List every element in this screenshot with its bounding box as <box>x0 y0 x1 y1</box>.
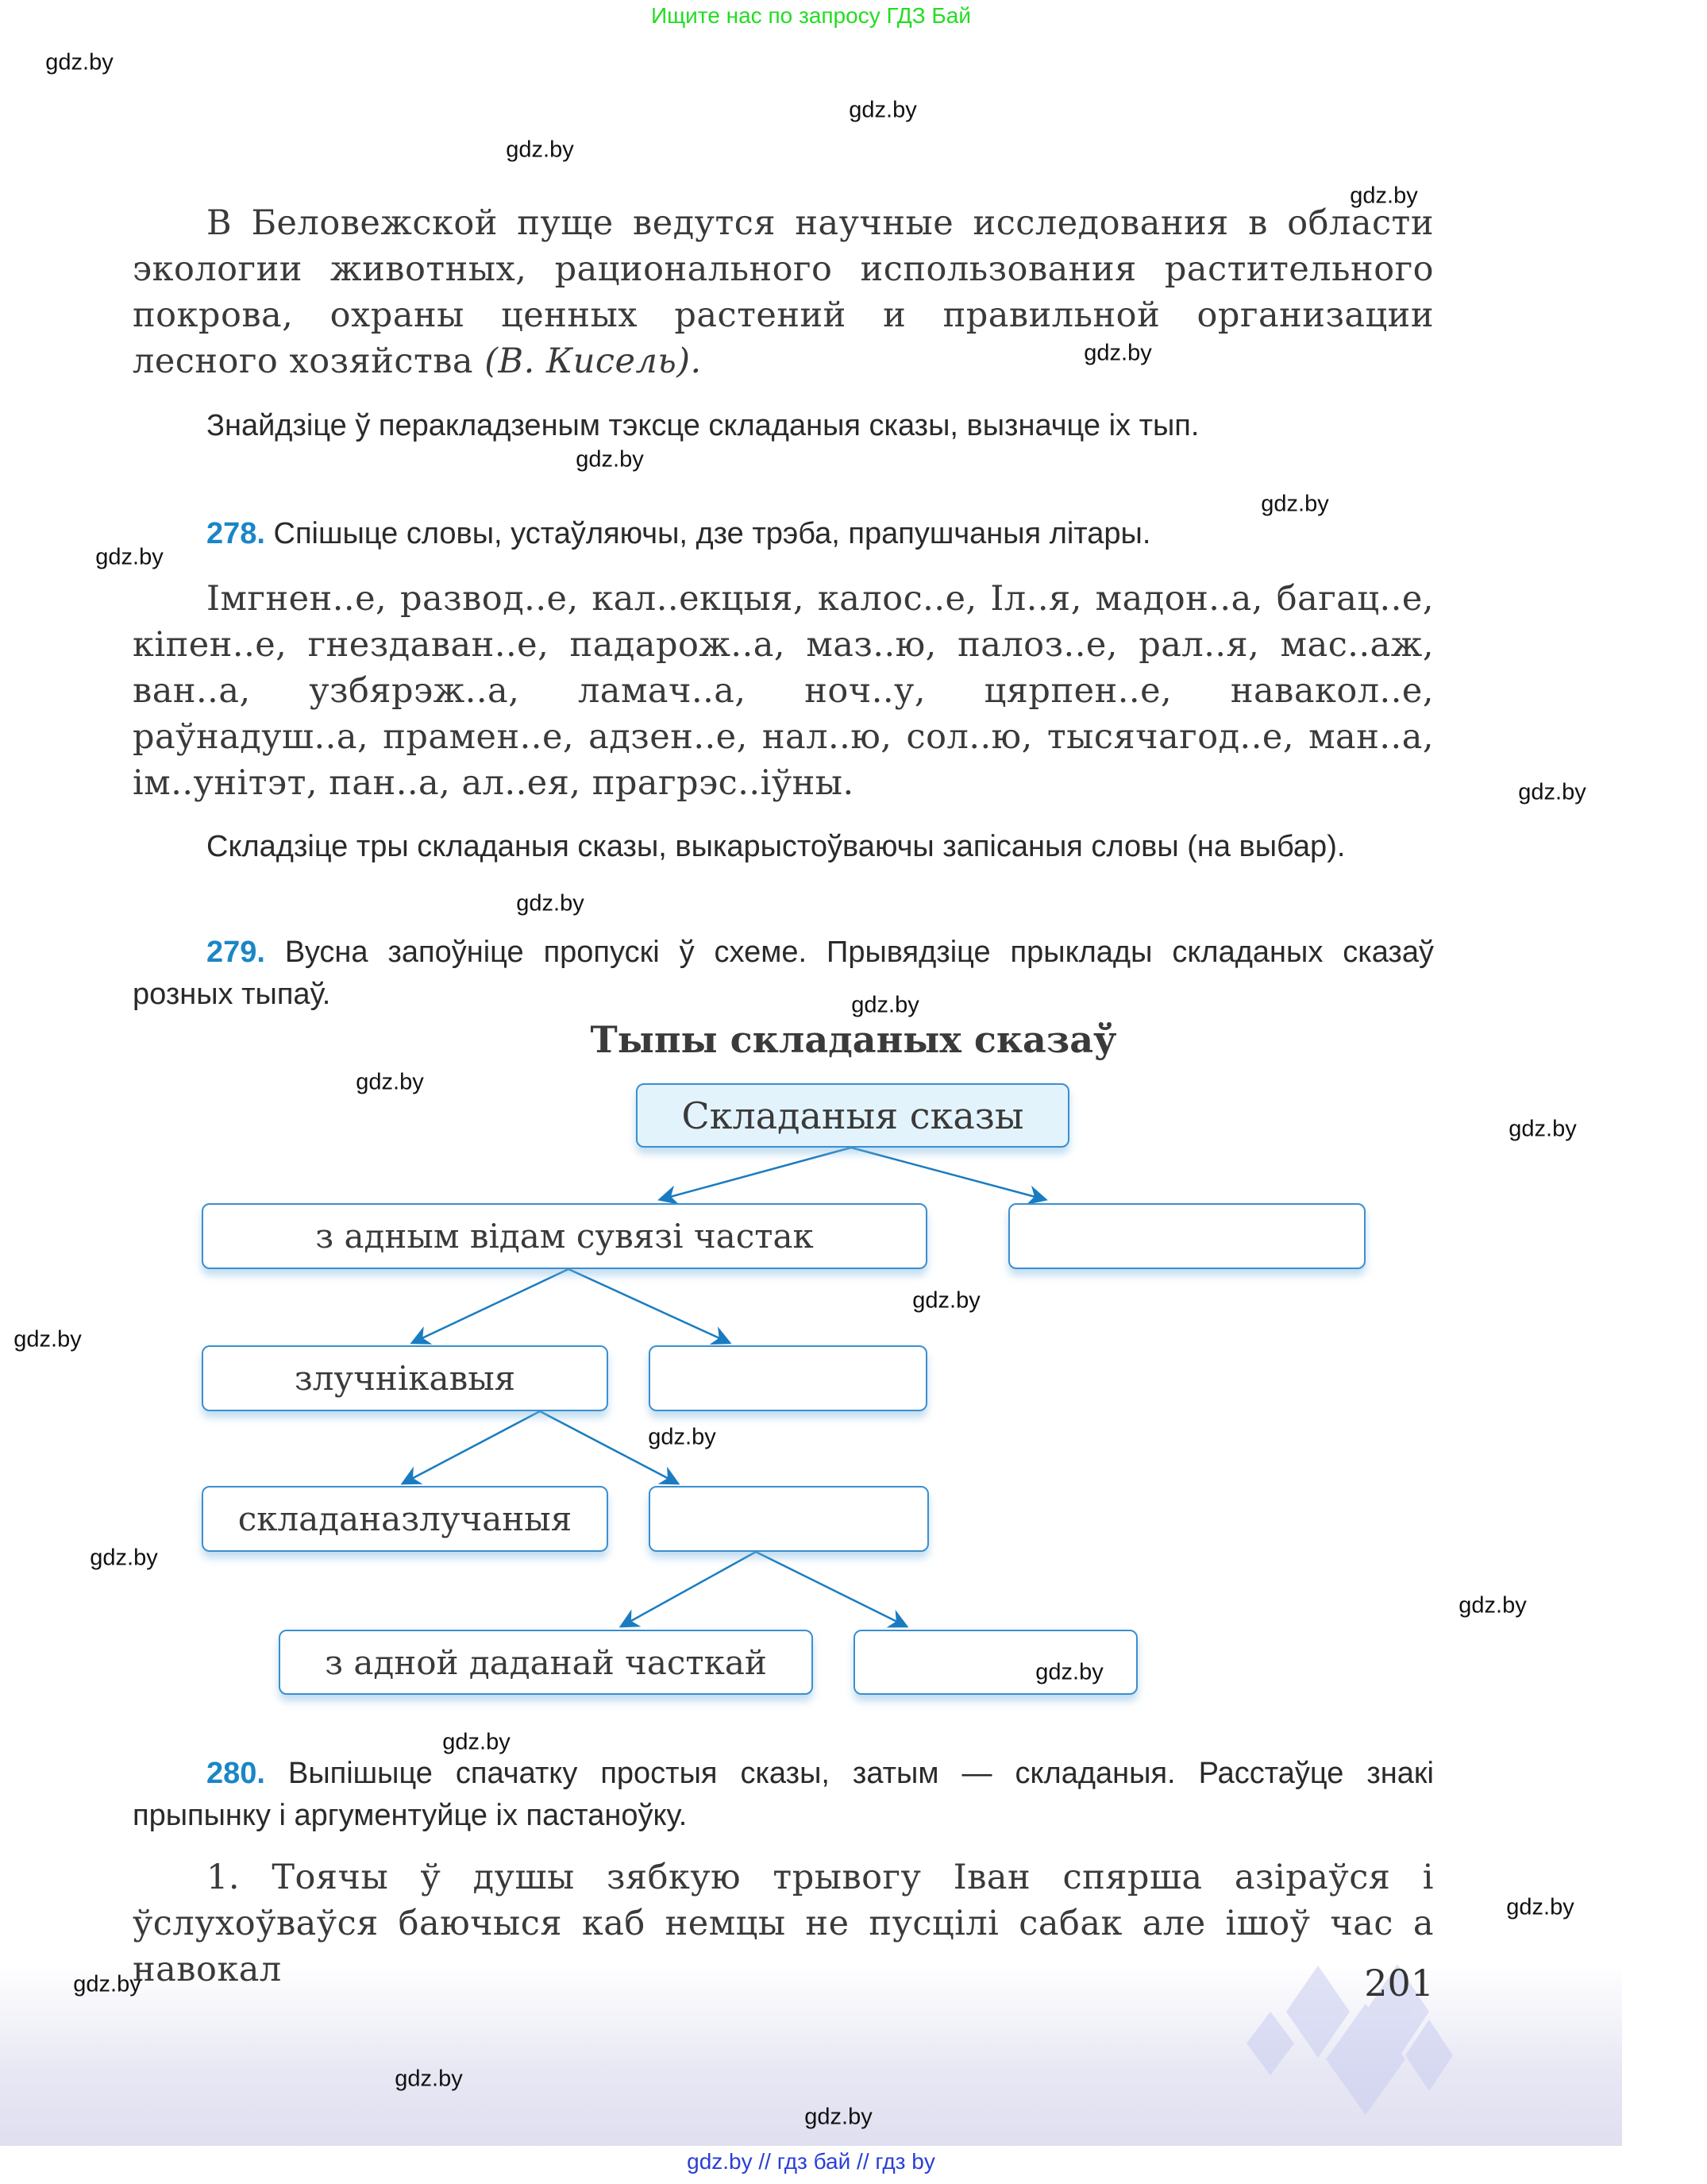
arrow-line <box>414 1269 568 1342</box>
arrow-line <box>851 1148 1044 1199</box>
watermark: gdz.by <box>912 1287 981 1314</box>
watermark: gdz.by <box>648 1424 716 1450</box>
watermark: gdz.by <box>804 2104 873 2130</box>
watermark: gdz.by <box>442 1729 511 1755</box>
watermark: gdz.by <box>1509 1116 1577 1142</box>
watermark: gdz.by <box>851 992 919 1018</box>
watermark: gdz.by <box>516 890 584 916</box>
footer-links[interactable]: gdz.by // гдз бай // гдз by <box>687 2149 935 2174</box>
arrow-line <box>661 1148 851 1199</box>
word-list: Імгнен..е, развод..е, кал..екцыя, калос..е, Іл..я, мадон..а, багац..е, кіпен..е, гнездаван..е, падарож..а, маз..ю, палоз..е, рал..я, мас..аж, ван..а, узбярэж..а, ламач..а, ноч..у, цярпен..е, навакол..е, раўнадуш..а, прамен..е, адзен..е, нал..ю, сол..ю, тысячагод..е, ман..а, ім..унітэт, пан..а, ал..ея, прагрэс..іўны. <box>133 579 1434 803</box>
watermark: gdz.by <box>506 137 574 163</box>
watermark: gdz.by <box>1261 491 1329 517</box>
exercise-instruction: Вусна запоўніце пропускі ў схеме. Прывядзіце прыклады складаных сказаў розных тыпаў. <box>133 936 1434 1011</box>
exercise-instruction: Спішыце словы, устаўляючы, дзе трэба, прапушчаныя літары. <box>273 517 1151 550</box>
arrow-line <box>404 1411 540 1483</box>
exercise-number: 278. <box>206 517 265 550</box>
exercise-number: 279. <box>206 936 265 969</box>
diagram-blank-box <box>649 1486 929 1552</box>
diagram-title: Тыпы складаных сказаў <box>590 1018 1117 1061</box>
task-note: Знайдзіце ў перакладзеным тэксце складаныя сказы, вызначце іх тып. <box>206 409 1200 442</box>
watermark: gdz.by <box>13 1326 82 1352</box>
page-number: 201 <box>1364 1962 1434 2005</box>
watermark: gdz.by <box>1458 1592 1527 1619</box>
watermark: gdz.by <box>1506 1894 1574 1920</box>
exercise-280-heading <box>133 1753 1434 1837</box>
watermark: gdz.by <box>45 49 114 75</box>
exercise-number: 280. <box>206 1757 265 1790</box>
exercise-instruction: Выпішыце спачатку простыя сказы, затым — складаныя. Расстаўце знакі прыпынку і аргументуйце іх пастаноўку. <box>133 1757 1434 1832</box>
watermark: gdz.by <box>90 1545 158 1571</box>
search-ad-banner[interactable]: Ищите нас по запросу ГДЗ Бай <box>650 3 972 28</box>
diagram-box-compound: складаназлучаныя <box>202 1486 608 1552</box>
arrow-line <box>568 1269 728 1342</box>
diagram-blank-box <box>1008 1203 1366 1269</box>
watermark: gdz.by <box>395 2066 463 2092</box>
watermark: gdz.by <box>1035 1659 1104 1685</box>
watermark: gdz.by <box>73 1971 141 1997</box>
diagram-box-one-subordinate: з адной даданай часткай <box>279 1630 813 1695</box>
watermark: gdz.by <box>1518 779 1586 805</box>
watermark: gdz.by <box>356 1069 424 1095</box>
exercise-278-followup: Складзіце тры складаныя сказы, выкарыстоўваючы запісаныя словы (на выбар). <box>206 830 1346 863</box>
watermark: gdz.by <box>95 544 164 570</box>
quote-text: В Беловежской пуще ведутся научные исследования в области экологии животных, рационального использования растительного покрова, охраны ценных растений и правильной организации лесного хозяйства <box>133 203 1434 381</box>
diagram-root-box: Складаныя сказы <box>636 1083 1069 1148</box>
arrow-line <box>756 1552 905 1626</box>
watermark: gdz.by <box>576 446 644 473</box>
exercise-text: 1. Тоячы ў душы зябкую трывогу Іван спярша азіраўся і ўслухоўваўся баючыся каб немцы не пусцілі сабак але ішоў час а навокал <box>133 1858 1434 1989</box>
diagram-box-conjunctive: злучнікавыя <box>202 1345 608 1411</box>
arrow-line <box>622 1552 756 1626</box>
watermark: gdz.by <box>1350 183 1418 209</box>
diagram-blank-box <box>649 1345 927 1411</box>
watermark: gdz.by <box>1084 340 1152 366</box>
quote-author: (В. Кисель). <box>484 341 702 381</box>
watermark: gdz.by <box>849 97 917 123</box>
diagram-box-one-link-type: з адным відам сувязі частак <box>202 1203 927 1269</box>
